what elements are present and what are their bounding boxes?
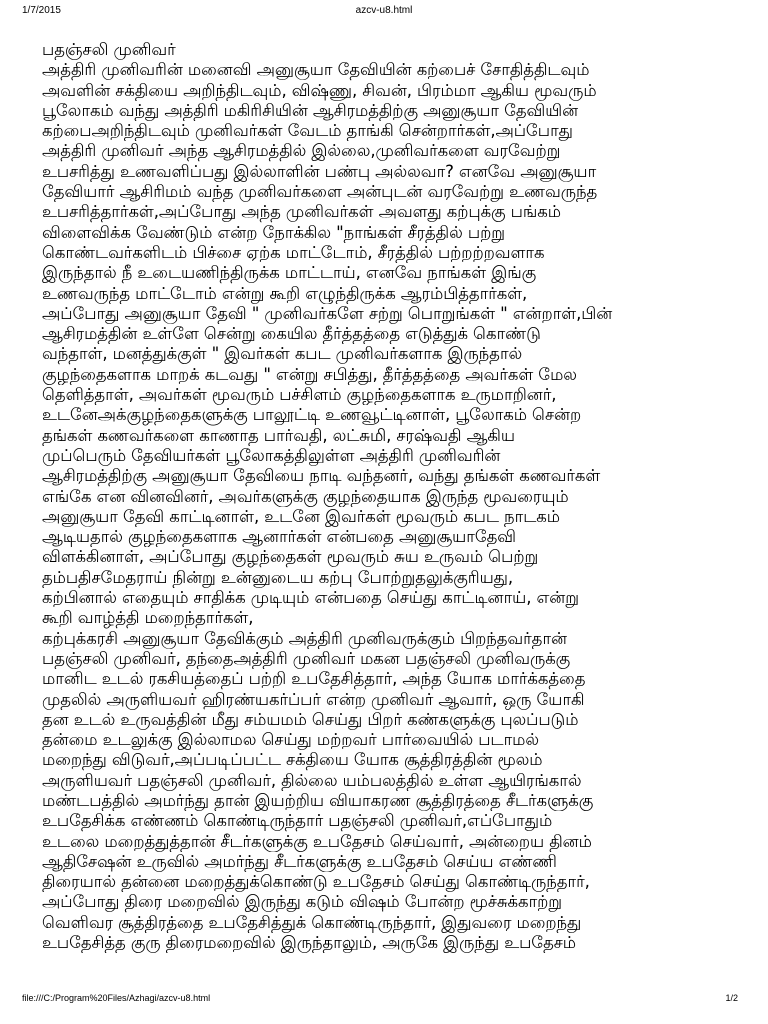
text-line: மண்டபத்தில் அமர்ந்து தான் இயற்றிய வியாகரண சூத்திரத்தை சீடர்களுக்கு — [42, 790, 594, 810]
text-line: உடலை மறைத்துத்தான் சீடர்களுக்கு உபதேசம் செய்வார், அன்றைய தினம் — [42, 831, 592, 851]
text-line: பூலோகம் வந்து அத்திரி மகிரிசியின் ஆசிரமத்திற்கு அனுசூயா தேவியின் — [42, 100, 579, 120]
text-line: மானிட உடல் ரகசியத்தைப் பற்றி உபதேசித்தார், அந்த யோக மார்க்கத்தை — [42, 669, 586, 689]
text-line: ஆசிரமத்திற்கு அனுசூயா தேவியை நாடி வந்தனர், வந்து தங்கள் கணவர்கள் — [42, 466, 601, 486]
text-line: அத்திரி முனிவர் அந்த ஆசிரமத்தில் இல்லை,முனிவர்களை வரவேற்று — [42, 141, 561, 161]
text-line: கற்புக்கரசி அனுசூயா தேவிக்கும் அத்திரி முனிவருக்கும் பிறந்தவர்தான் — [42, 628, 567, 648]
text-line: கற்பினால் எதையும் சாதிக்க முடியும் என்பதை செய்து காட்டினாய், என்று — [42, 588, 579, 608]
text-line: விளைவிக்க வேண்டும் என்ற நோக்கில "நாங்கள் சீரத்தில் பற்று — [42, 222, 505, 242]
text-line: தன உடல் உருவத்தின் மீது சம்யமம் செய்து பிறர் கண்களுக்கு புலப்படும் — [42, 709, 579, 729]
text-line: வெளிவர சூத்திரத்தை உபதேசித்துக் கொண்டிருந்தார், இதுவரை மறைந்து — [42, 912, 582, 932]
text-line: அருளியவர் பதஞ்சலி முனிவர், தில்லை யம்பலத்தில் உள்ள ஆயிரங்கால் — [42, 770, 582, 790]
text-line: அத்திரி முனிவரின் மனைவி அனுசூயா தேவியின் கற்பைச் சோதித்திடவும் — [42, 60, 590, 80]
text-line: அவளின் சக்தியை அறிந்திடவும், விஷ்ணு, சிவன், பிரம்மா ஆகிய மூவரும் — [42, 80, 597, 100]
text-line: உடனேஅக்குழந்தைகளுக்கு பாலூட்டி உணவூட்டினாள், பூலோகம் சென்ற — [42, 405, 582, 425]
document-heading: பதஞ்சலி முனிவர் — [42, 40, 176, 59]
text-line: கொண்டவர்களிடம் பிச்சை ஏற்க மாட்டோம், சீரத்தில் பற்றற்றவளாக — [42, 242, 545, 262]
text-line: உணவருந்த மாட்டோம் என்று கூறி எழுந்திருக்க ஆரம்பித்தார்கள், — [42, 283, 528, 303]
text-line: உபசரித்து உணவளிப்பது இல்லாளின் பண்பு அல்லவா? எனவே அனுசூயா — [42, 161, 597, 181]
document-body — [42, 40, 742, 980]
text-line: தன்மை உடலுக்கு இல்லாமல செய்து மற்றவர் பார்வையில் படாமல் — [42, 730, 539, 750]
text-line: அப்போது திரை மறைவில் இருந்து கடும் விஷம் போன்ற மூச்சுக்காற்று — [42, 892, 562, 912]
text-line: கூறி வாழ்த்தி மறைந்தார்கள், — [42, 608, 254, 628]
text-line: குழந்தைகளாக மாறக் கடவது " என்று சபித்து, தீர்த்தத்தை அவர்கள் மேல — [42, 364, 577, 384]
text-line: முப்பெரும் தேவியர்கள் பூலோகத்திலுள்ள அத்திரி முனிவரின் — [42, 445, 501, 465]
print-file-url: file:///C:/Program%20Files/Azhagi/azcv-u8.html — [22, 993, 211, 1003]
text-line: தெளித்தாள், அவர்கள் மூவரும் பச்சிளம் குழந்தைகளாக உருமாறினர், — [42, 385, 557, 405]
text-line: உபதேசிக்க எண்ணம் கொண்டிருந்தார் பதஞ்சலி முனிவர்,எப்போதும் — [42, 811, 553, 831]
text-line: உபசரித்தார்கள்,அப்போது அந்த முனிவர்கள் அவளது கற்புக்கு பங்கம் — [42, 202, 561, 222]
paragraph-2 — [42, 629, 742, 954]
print-header — [0, 3, 768, 19]
text-line: உபதேசித்த குரு திரைமறைவில் இருந்தாலும், அருகே இருந்து உபதேசம் — [42, 933, 576, 953]
text-line: தேவியார் ஆசிரிமம் வந்த முனிவர்களை அன்புடன் வரவேற்று உணவருந்த — [42, 182, 598, 202]
text-line: கற்பைஅறிந்திடவும் முனிவர்கள் வேடம் தாங்கி சென்றார்கள்,அப்போது — [42, 121, 573, 141]
print-date: 1/7/2015 — [22, 5, 61, 16]
text-line: தம்பதிசமேதராய் நின்று உன்னுடைய கற்பு போற்றுதலுக்குரியது, — [42, 567, 514, 587]
print-page-number: 1/2 — [725, 993, 738, 1003]
text-line: திரையால் தன்னை மறைத்துக்கொண்டு உபதேசம் செய்து கொண்டிருந்தார், — [42, 872, 590, 892]
text-line: பதஞ்சலி முனிவர், தந்தைஅத்திரி முனிவர் மகன பதஞ்சலி முனிவருக்கு — [42, 648, 571, 668]
print-footer — [0, 990, 768, 1006]
text-line: வந்தாள், மனத்துக்குள் " இவர்கள் கபட முனிவர்களாக இருந்தால் — [42, 344, 523, 364]
text-line: ஆசிரமத்தின் உள்ளே சென்று கையில தீர்த்தத்தை எடுத்துக் கொண்டு — [42, 324, 541, 344]
text-line: ஆதிசேஷன் உருவில் அமர்ந்து சீடர்களுக்கு உபதேசம் செய்ய எண்ணி — [42, 851, 557, 871]
text-line: அப்போது அனுசூயா தேவி " முனிவர்களே சற்று பொறுங்கள் " என்றாள்,பின் — [42, 303, 613, 323]
text-line: அனுசூயா தேவி காட்டினாள், உடனே இவர்கள் மூவரும் கபட நாடகம் — [42, 506, 560, 526]
paragraph-1 — [42, 60, 742, 628]
text-line: மறைந்து விடுவர்,அப்படிப்பட்ட சக்தியை யோக சூத்திரத்தின் மூலம் — [42, 750, 543, 770]
text-line: தங்கள் கணவர்களை காணாத பார்வதி, லட்சுமி, சரஷ்வதி ஆகிய — [42, 425, 515, 445]
print-title: azcv-u8.html — [355, 5, 413, 16]
text-line: ஆடியதால் குழந்தைகளாக ஆனார்கள் என்பதை அனுசூயாதேவி — [42, 527, 516, 547]
text-line: விளக்கினாள், அப்போது குழந்தைகள் மூவரும் சுய உருவம் பெற்று — [42, 547, 539, 567]
text-line: இருந்தால் நீ உடையணிந்திருக்க மாட்டாய், எனவே நாங்கள் இங்கு — [42, 263, 537, 283]
text-line: முதலில் அருளியவர் ஹிரண்யகர்ப்பர் என்ற முனிவர் ஆவார், ஒரு யோகி — [42, 689, 585, 709]
text-line: எங்கே என வினவினர், அவர்களுக்கு குழந்தையாக இருந்த மூவரையும் — [42, 486, 569, 506]
